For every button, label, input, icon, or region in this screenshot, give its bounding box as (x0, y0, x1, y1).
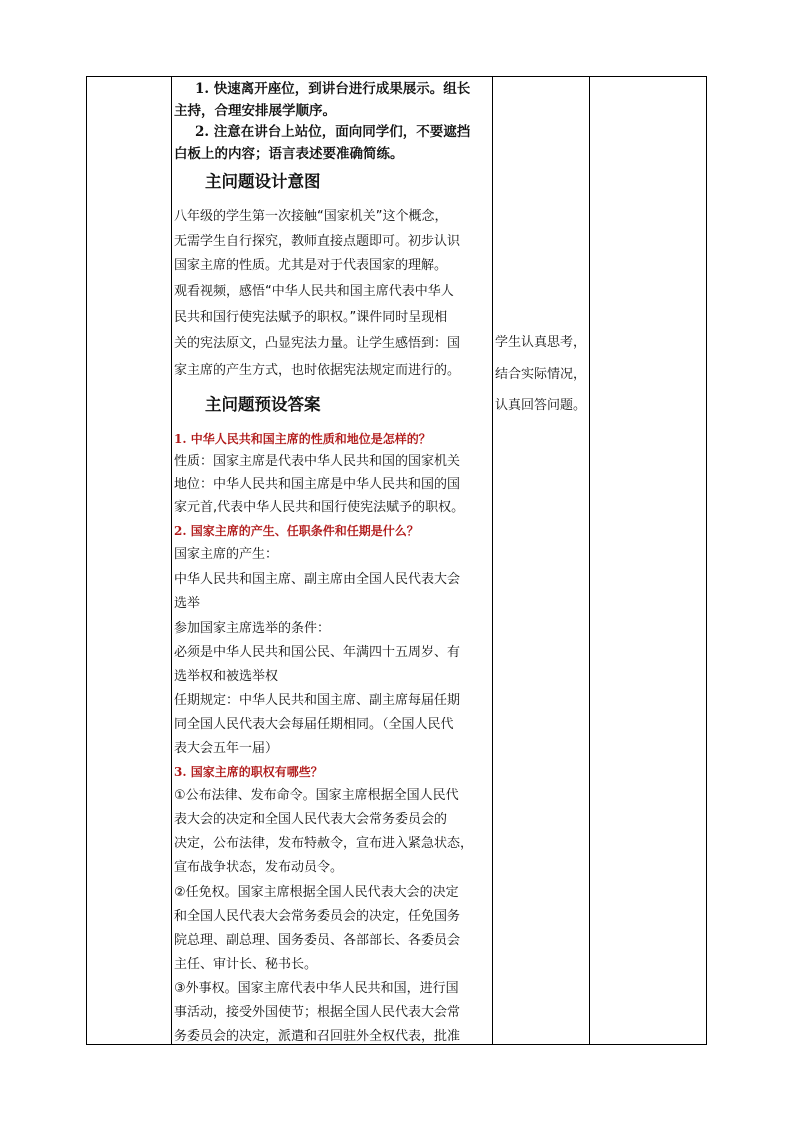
answer-line: 参加国家主席选举的条件： (174, 621, 331, 636)
answer-line: 地位：中华人民共和国主席是中华人民共和国的国 (174, 477, 461, 492)
teaching-content-column (171, 77, 491, 1046)
answer-line: 表大会的决定和全国人民代表大会常务委员会的 (174, 812, 448, 827)
design-line: 观看视频，感悟“中华人民共和国主席代表中华人 (174, 284, 454, 299)
answer-line: 家元首,代表中华人民共和国行使宪法赋予的职权。 (174, 500, 465, 515)
design-heading: 主问题设计意图 (205, 172, 321, 191)
answer-line: 院总理、副总理、国务委员、各部部长、各委员会 (174, 933, 461, 948)
answer-line: 同全国人民代表大会每届任期相同。（全国人民代 (174, 717, 454, 732)
answer-line: 国家主席的产生： (174, 547, 279, 562)
answer-line: ①公布法律、发布命令。国家主席根据全国人民代 (174, 788, 459, 803)
intro-line: 主持，合理安排展学顺序。 (174, 103, 336, 119)
design-line: 无需学生自行探究，教师直接点题即可。初步认识 (174, 234, 461, 249)
question-2: 2. 国家主席的产生、任职条件和任期是什么？ (174, 524, 419, 538)
answer-line: 任期规定：中华人民共和国主席、副主席每届任期 (174, 693, 461, 708)
student-line: 学生认真思考， (495, 335, 587, 350)
question-3: 3. 国家主席的职权有哪些？ (174, 765, 323, 779)
answer-line: ③外事权。国家主席代表中华人民共和国，进行国 (174, 981, 459, 996)
answer-line: 选举权和被选举权 (174, 669, 279, 684)
design-line: 八年级的学生第一次接触“国家机关”这个概念， (174, 209, 448, 224)
student-line: 认真回答问题。 (495, 398, 587, 413)
student-line: 结合实际情况， (495, 367, 587, 382)
answer-line: 和全国人民代表大会常务委员会的决定，任免国务 (174, 909, 461, 924)
intro-line: 白板上的内容；语言表述要准确简练。 (174, 146, 404, 162)
answer-line: 主任、审计长、秘书长。 (174, 957, 318, 972)
column-divider (589, 77, 590, 1044)
answer-line: 中华人民共和国主席、副主席由全国人民代表大会 (174, 572, 461, 587)
answer-line: 决定，公布法律，发布特赦令，宣布进入紧急状态， (174, 836, 474, 851)
design-line: 家主席的产生方式，也时依据宪法规定而进行的。 (174, 363, 461, 378)
design-line: 民共和国行使宪法赋予的职权。”课件同时呈现相 (174, 310, 448, 325)
answer-line: 选举 (174, 596, 201, 611)
lesson-table (86, 76, 707, 1045)
answer-line: 性质：国家主席是代表中华人民共和国的国家机关 (174, 454, 461, 469)
intro-line: 1. 快速离开座位，到讲台进行成果展示。组长 (195, 81, 471, 97)
answers-heading: 主问题预设答案 (205, 395, 321, 414)
design-line: 国家主席的性质。尤其是对于代表国家的理解。 (174, 258, 448, 273)
column-divider (492, 77, 493, 1044)
answer-line: 事活动，接受外国使节；根据全国人民代表大会常 (174, 1005, 461, 1020)
answer-line: ②任免权。国家主席根据全国人民代表大会的决定 (174, 885, 459, 900)
answer-line: 必须是中华人民共和国公民、年满四十五周岁、有 (174, 645, 461, 660)
answer-line: 表大会五年一届） (174, 741, 279, 756)
answer-line: 宣布战争状态，发布动员令。 (174, 860, 344, 875)
question-1: 1. 中华人民共和国主席的性质和地位是怎样的？ (174, 432, 431, 446)
intro-line: 2. 注意在讲台上站位，面向同学们，不要遮挡 (195, 124, 471, 140)
design-line: 关的宪法原文，凸显宪法力量。让学生感悟到：国 (174, 336, 461, 351)
answer-line: 务委员会的决定，派遣和召回驻外全权代表，批准 (174, 1029, 461, 1044)
